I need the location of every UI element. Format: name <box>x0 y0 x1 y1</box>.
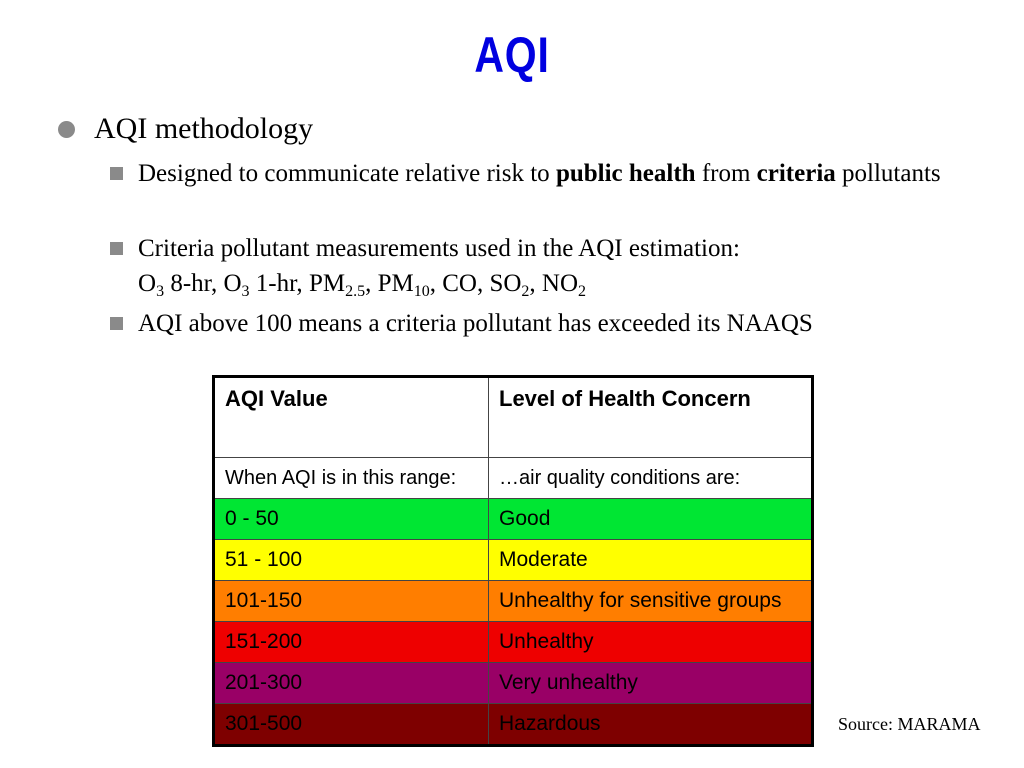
bullet-text: AQI methodology <box>94 112 314 145</box>
health-level-cell: Moderate <box>489 540 813 581</box>
subheader-conditions: …air quality conditions are: <box>489 458 813 499</box>
sub-bullet-designed <box>110 156 990 191</box>
square-bullet-icon <box>110 242 123 255</box>
table-row <box>214 704 813 746</box>
health-level-cell: Hazardous <box>489 704 813 746</box>
health-level-cell: Very unhealthy <box>489 663 813 704</box>
table-row <box>214 581 813 622</box>
aqi-range-cell: 0 - 50 <box>214 499 489 540</box>
sub-bullet-text: Designed to communicate relative risk to public health from criteria pollutants <box>138 160 941 187</box>
health-level-cell: Unhealthy for sensitive groups <box>489 581 813 622</box>
circle-bullet-icon <box>58 121 75 138</box>
subheader-range: When AQI is in this range: <box>214 458 489 499</box>
table-subheader-row <box>214 458 813 499</box>
table-header-row <box>214 377 813 458</box>
square-bullet-icon <box>110 167 123 180</box>
sub-bullet-text: AQI above 100 means a criteria pollutant has exceeded its NAAQS <box>138 310 813 337</box>
aqi-range-cell: 101-150 <box>214 581 489 622</box>
aqi-range-cell: 51 - 100 <box>214 540 489 581</box>
table-row <box>214 622 813 663</box>
health-level-cell: Unhealthy <box>489 622 813 663</box>
health-level-cell: Good <box>489 499 813 540</box>
table-row <box>214 540 813 581</box>
source-note: Source: MARAMA <box>838 714 981 734</box>
sub-bullet-naaqs <box>110 306 990 341</box>
square-bullet-icon <box>110 317 123 330</box>
header-aqi-value: AQI Value <box>214 377 489 458</box>
table-row <box>214 663 813 704</box>
aqi-table <box>212 375 814 747</box>
aqi-range-cell: 201-300 <box>214 663 489 704</box>
sub-bullet-criteria-pollutants <box>110 231 990 301</box>
aqi-range-cell: 151-200 <box>214 622 489 663</box>
table-row <box>214 499 813 540</box>
aqi-range-cell: 301-500 <box>214 704 489 746</box>
sub-bullet-text: Criteria pollutant measurements used in the AQI estimation: $O_3$ 8-hr, $O_3$ 1-hr, $PM_{2.5}$, $PM_{10}$, CO, $SO_2$, $NO_2$ <box>138 235 740 300</box>
header-health-concern: Level of Health Concern <box>489 377 813 458</box>
slide-title: AQI <box>474 27 550 83</box>
